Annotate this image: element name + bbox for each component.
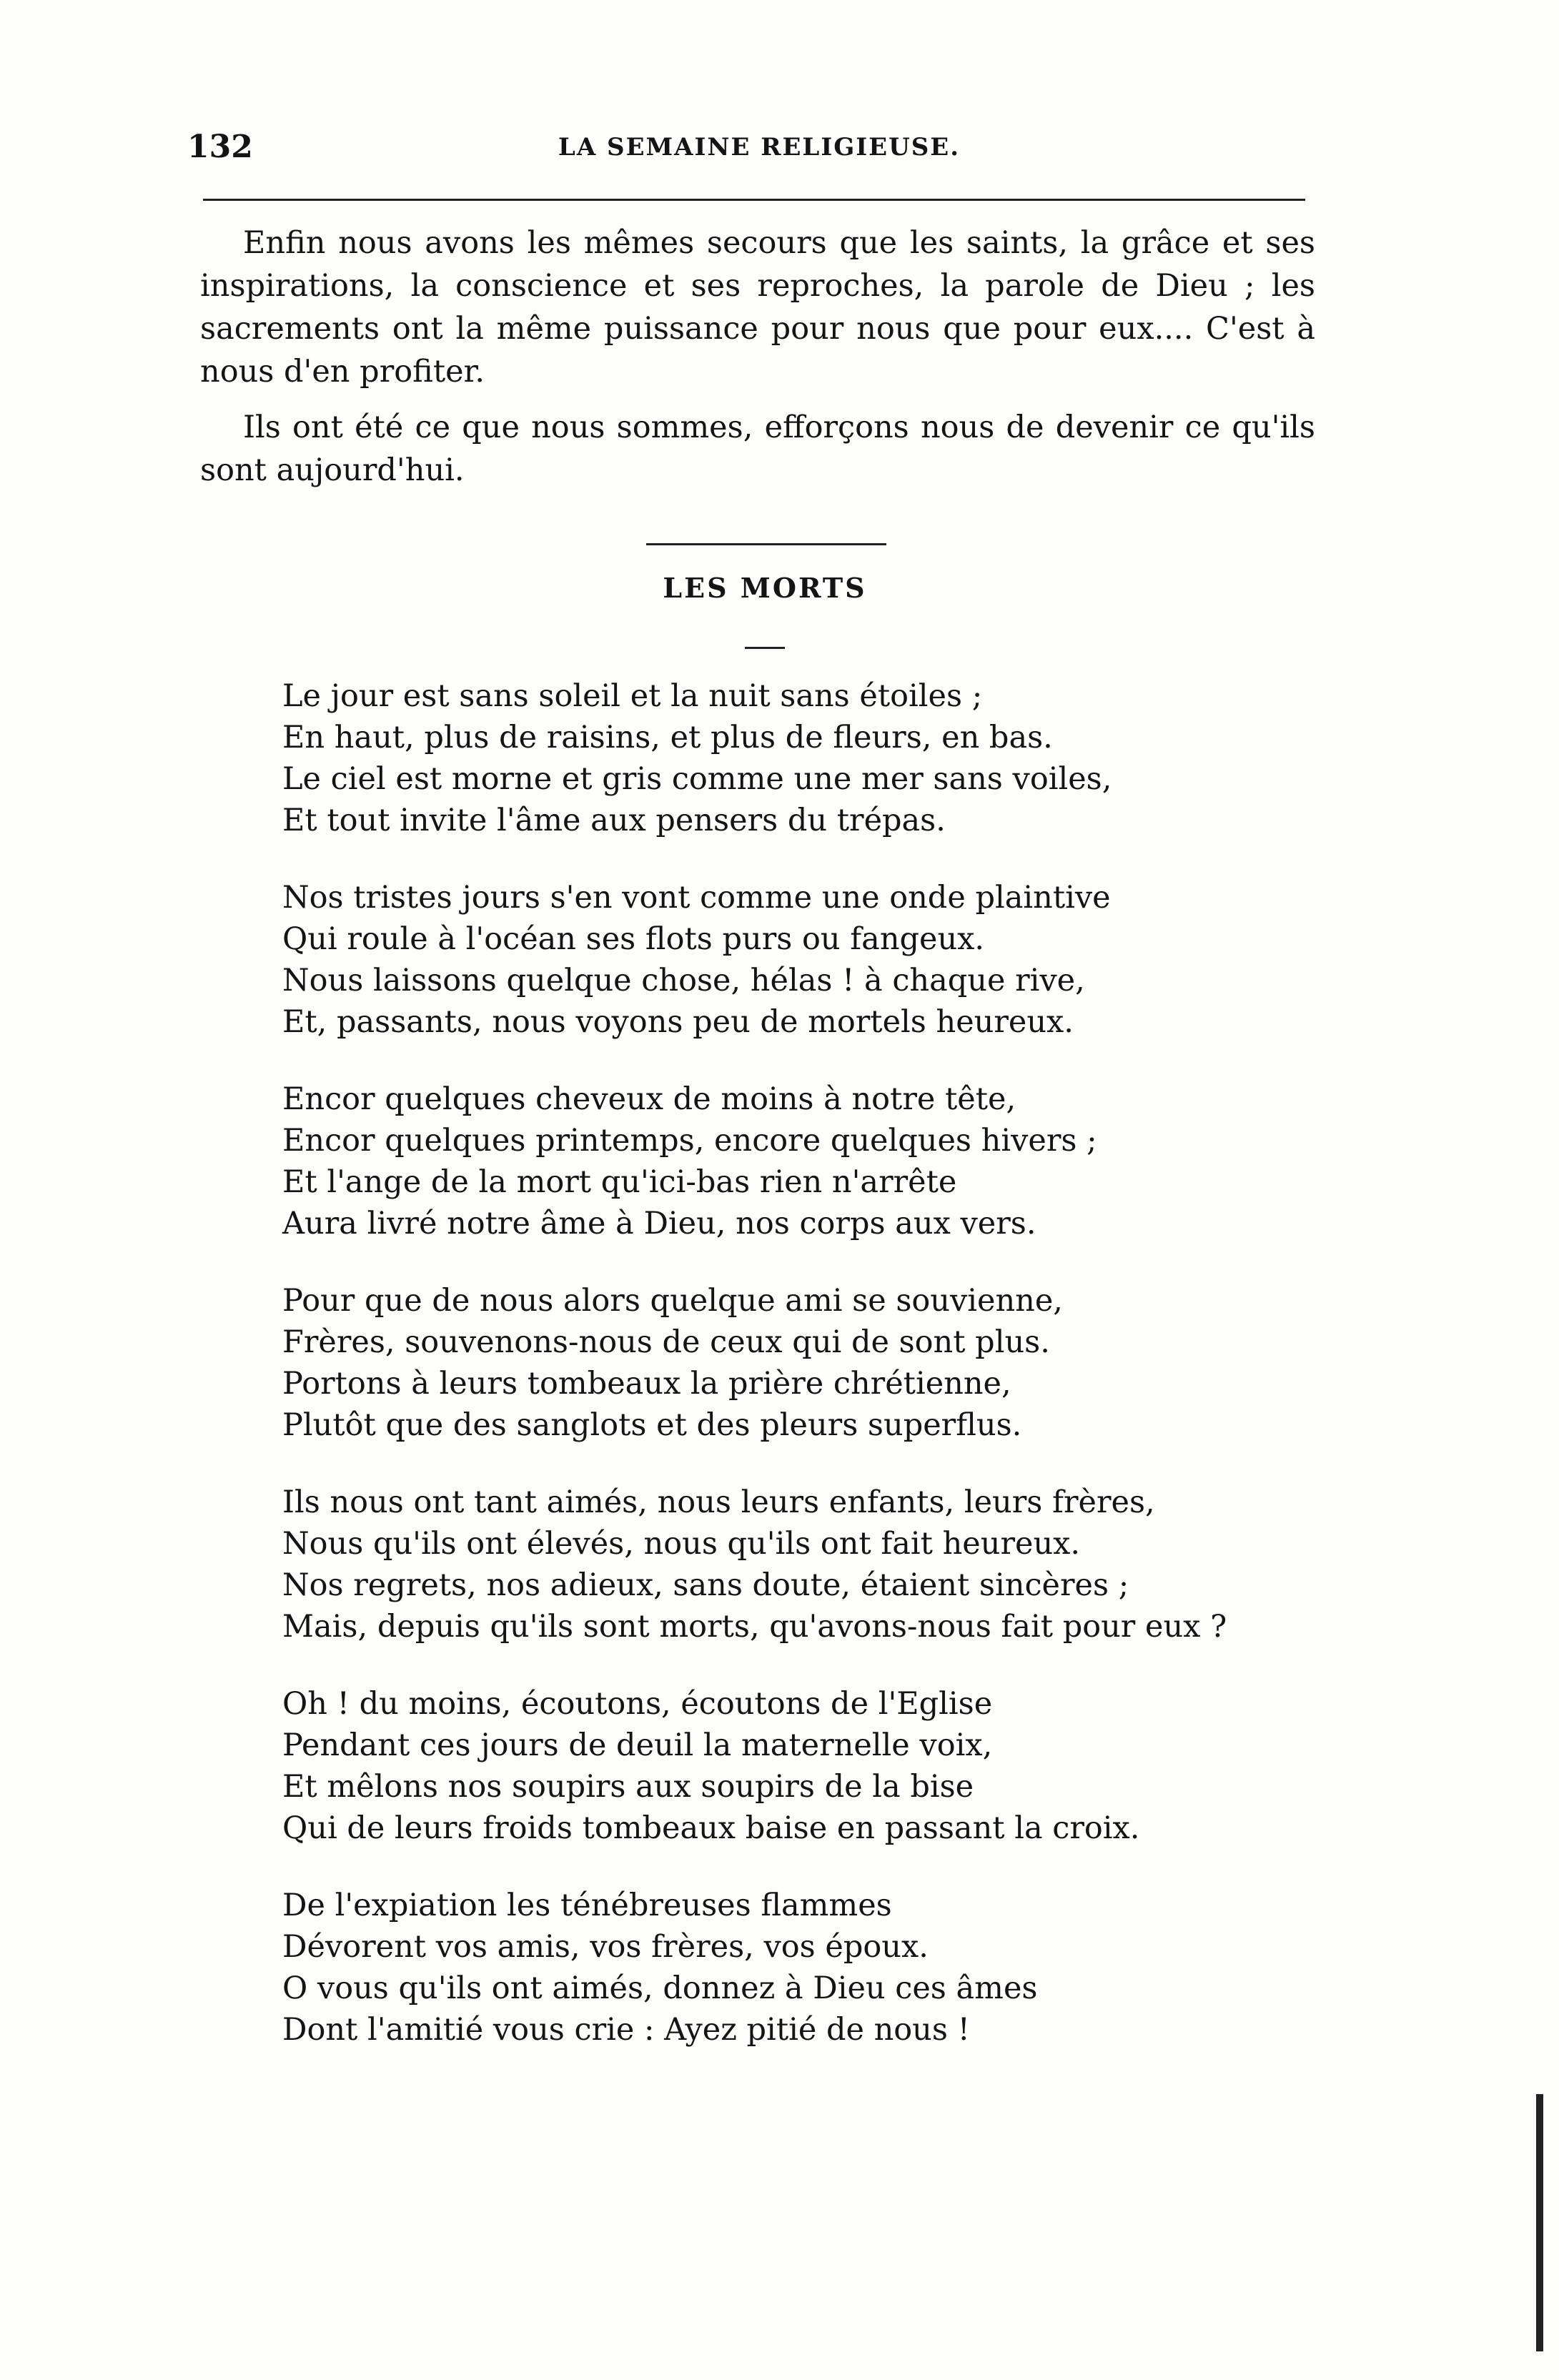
stanza [282,1885,1326,2051]
verse-line: Oh ! du moins, écoutons, écoutons de l'Eglise [282,1686,993,1722]
section-separator-rule [646,543,886,545]
verse-line: Et mêlons nos soupirs aux soupirs de la bise [282,1769,974,1805]
verse-line: O vous qu'ils ont aimés, donnez à Dieu ces âmes [282,1970,1038,2006]
verse-line: Qui roule à l'océan ses flots purs ou fangeux. [282,921,985,957]
verse-line: Frères, souvenons-nous de ceux qui de sont plus. [282,1324,1050,1360]
verse-line: Pendant ces jours de deuil la maternelle voix, [282,1727,993,1763]
verse-line: Le ciel est morne et gris comme une mer sans voiles, [282,761,1112,797]
verse-line: Nos tristes jours s'en vont comme une onde plaintive [282,880,1111,916]
prose-block [200,222,1315,505]
stanza [282,1079,1326,1244]
page-header [187,129,1310,172]
header-rule [203,199,1305,201]
verse-line: Et, passants, nous voyons peu de mortels heureux. [282,1004,1074,1040]
stanza [282,675,1326,841]
verse-line: De l'expiation les ténébreuses flammes [282,1888,892,1923]
verse-line: Nos regrets, nos adieux, sans doute, étaient sincères ; [282,1567,1129,1603]
verse-line: Encor quelques printemps, encore quelques hivers ; [282,1123,1097,1159]
poem [282,675,1326,2086]
verse-line: Qui de leurs froids tombeaux baise en passant la croix. [282,1810,1140,1846]
verse-line: Nous qu'ils ont élevés, nous qu'ils ont fait heureux. [282,1526,1081,1562]
verse-line: Aura livré notre âme à Dieu, nos corps aux vers. [282,1206,1036,1241]
running-title: LA SEMAINE RELIGIEUSE. [558,133,961,162]
prose-paragraph: Enfin nous avons les mêmes secours que les saints, la grâce et ses inspirations, la conscience et ses reproches, la parole de Dieu ; les sacrements ont la même puissance pour nous que pour eux.... C'est à nous d'en profiter. [200,225,1315,390]
stanza [282,1482,1326,1647]
title-dash [745,647,785,649]
verse-line: Mais, depuis qu'ils sont morts, qu'avons-nous fait pour eux ? [282,1609,1227,1645]
page-number: 132 [187,129,253,165]
verse-line: Dévorent vos amis, vos frères, vos époux. [282,1929,929,1965]
verse-line: Encor quelques cheveux de moins à notre tête, [282,1081,1016,1117]
verse-line: Et l'ange de la mort qu'ici-bas rien n'arrête [282,1164,957,1200]
stanza [282,877,1326,1043]
prose-paragraph: Ils ont été ce que nous sommes, efforçons nous de devenir ce qu'ils sont aujourd'hui. [200,410,1315,488]
verse-line: Et tout invite l'âme aux pensers du trépas. [282,803,946,838]
verse-line: Ils nous ont tant aimés, nous leurs enfants, leurs frères, [282,1484,1155,1520]
poem-title: LES MORTS [663,572,867,604]
verse-line: En haut, plus de raisins, et plus de fleurs, en bas. [282,720,1053,755]
stanza [282,1280,1326,1446]
verse-line: Dont l'amitié vous crie : Ayez pitié de nous ! [282,2012,970,2048]
verse-line: Plutôt que des sanglots et des pleurs superflus. [282,1407,1022,1443]
scan-edge-mark [1536,2094,1543,2351]
verse-line: Pour que de nous alors quelque ami se souvienne, [282,1283,1063,1319]
stanza [282,1683,1326,1849]
verse-line: Portons à leurs tombeaux la prière chrétienne, [282,1366,1011,1402]
verse-line: Nous laissons quelque chose, hélas ! à chaque rive, [282,963,1085,998]
verse-line: Le jour est sans soleil et la nuit sans étoiles ; [282,678,983,714]
